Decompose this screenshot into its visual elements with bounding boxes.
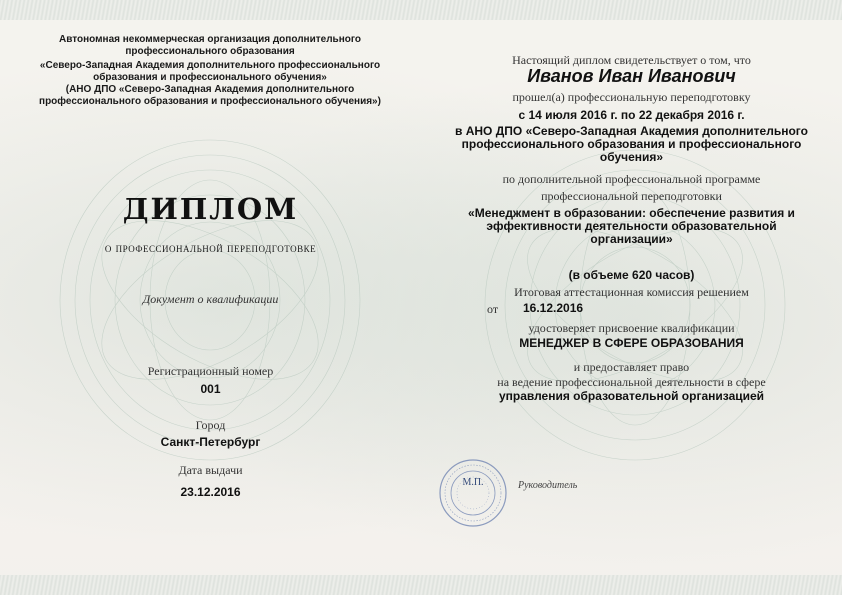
org-line: Автономная некоммерческая организация дополнительного [59,34,361,45]
registration-label: Регистрационный номер [147,364,274,378]
activity-text: на ведение профессиональной деятельности в сфере [497,375,766,389]
city-label: Город [195,418,226,432]
org-line: профессионального образования и профессионального [461,137,802,151]
commission-text: Итоговая аттестационная комиссия решением [514,285,749,299]
document-type: Документ о квалификации [142,292,279,306]
org-line: профессионального образования и профессионального обучения») [39,96,381,107]
org-line: «Северо-Западная Академия дополнительного профессионального [39,60,381,71]
org-line: обучения» [599,150,664,164]
grants-text: и предоставляет право [573,360,690,374]
program-label-2: профессиональной переподготовки [541,189,722,203]
city-value: Санкт-Петербург [160,435,261,449]
org-line: профессионального образования [125,46,295,57]
org-line: образования и профессионального обучения» [93,72,327,83]
intro-text: Настоящий диплом свидетельствует о том, что [512,53,751,67]
issuing-organization [20,34,400,108]
org-line: в АНО ДПО «Северо-Западная Академия дополнительного [455,124,808,138]
diploma-title: ДИПЛОМ [122,192,299,226]
stamp-label: М.П. [462,477,484,488]
program-hours: (в объеме 620 часов) [568,268,695,282]
activity-field: управления образовательной организацией [498,389,765,403]
org-line: (АНО ДПО «Северо-Западная Академия дополнительного [65,84,355,95]
decision-date: 16.12.2016 [523,301,584,315]
issue-date-label: Дата выдачи [178,463,243,477]
program-line: «Менеджмент в образовании: обеспечение развития и [468,206,795,220]
issue-date-value: 23.12.2016 [180,485,241,499]
signer-label: Руководитель [518,480,578,491]
qualification: МЕНЕДЖЕР В СФЕРЕ ОБРАЗОВАНИЯ [519,336,744,350]
passed-text: прошел(а) профессиональную переподготовку [512,90,751,104]
study-period: с 14 июля 2016 г. по 22 декабря 2016 г. [518,108,745,122]
program-name [421,207,842,246]
diploma-subtitle: о профессиональной переподготовке [104,240,317,255]
certifies-text: удостоверяет присвоение квалификации [528,321,735,335]
seal-stamp-icon [438,458,508,528]
graduate-name: Иванов Иван Иванович [527,66,736,86]
training-organization [421,125,842,164]
program-label: по дополнительной профессиональной программе [502,172,761,186]
date-prefix: от [487,302,499,316]
registration-number: 001 [200,382,221,396]
program-line: организации» [590,232,673,246]
program-line: эффективности деятельности образовательной [486,219,777,233]
